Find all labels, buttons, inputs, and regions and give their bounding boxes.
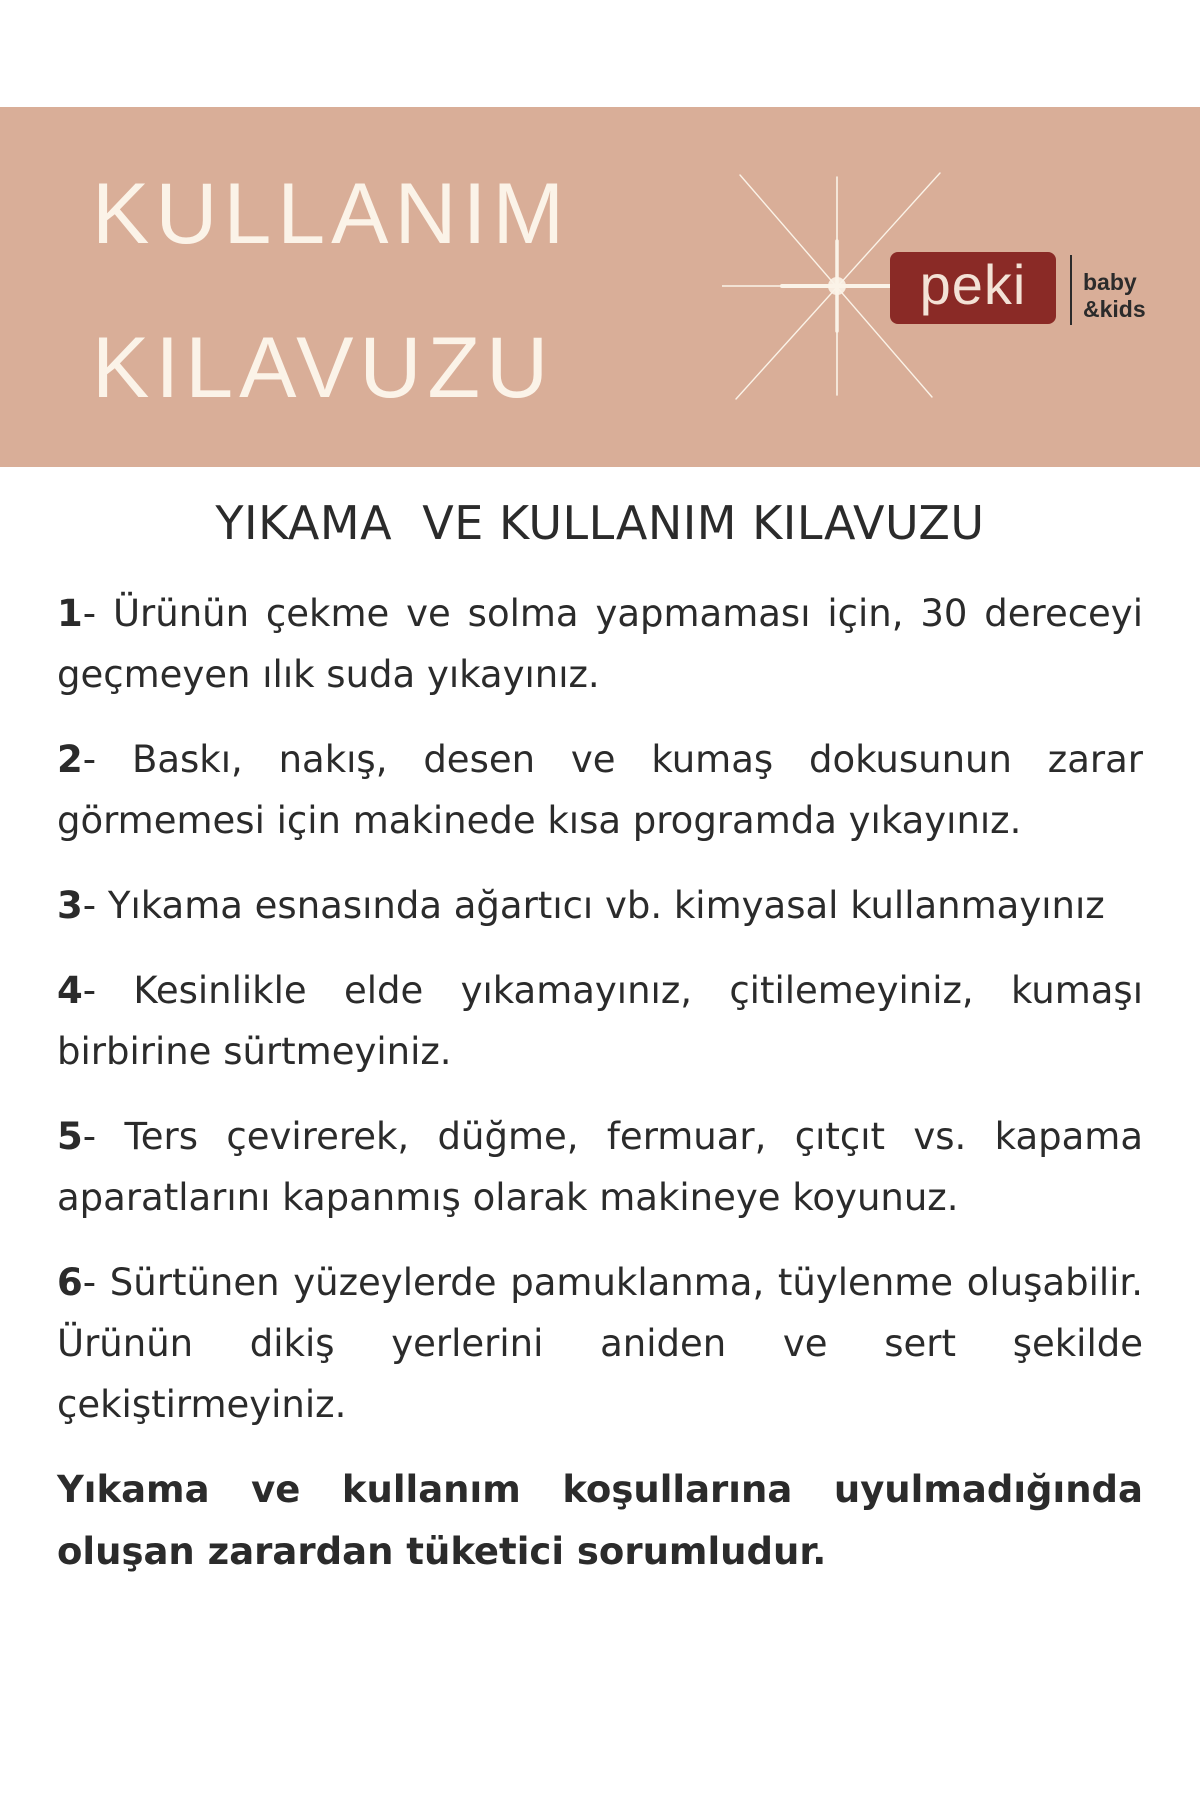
instruction-item-1: [57, 583, 1143, 705]
instruction-text: - Ürünün çekme ve solma yapmaması için, 30 dereceyi geçmeyen ılık suda yıkayınız.: [57, 592, 1143, 696]
instruction-item-3: [57, 875, 1143, 936]
instruction-number: 3: [57, 884, 83, 927]
document-title: YIKAMA VE KULLANIM KILAVUZU: [215, 496, 985, 550]
instruction-number: 2: [57, 738, 83, 781]
instruction-item-6: [57, 1252, 1143, 1435]
instructions-list: [57, 583, 1143, 1583]
instruction-number: 6: [57, 1261, 83, 1304]
instruction-number: 4: [57, 969, 83, 1012]
instruction-text: - Sürtünen yüzeylerde pamuklanma, tüylenme oluşabilir. Ürünün dikiş yerlerini aniden ve sert şekilde çekiştirmeyiniz.: [57, 1261, 1143, 1426]
instruction-number: 5: [57, 1115, 83, 1158]
banner-title-line2: KILAVUZU: [92, 320, 555, 416]
instruction-number: 1: [57, 592, 83, 635]
brand-tagline-line1: baby: [1083, 269, 1137, 295]
banner-title-line1: KULLANIM: [92, 166, 571, 262]
brand-tagline-line2: &kids: [1083, 296, 1146, 322]
instruction-text: - Kesinlikle elde yıkamayınız, çitilemeyiniz, kumaşı birbirine sürtmeyiniz.: [57, 969, 1143, 1073]
instruction-text: - Baskı, nakış, desen ve kumaş dokusunun zarar görmemesi için makinede kısa programda yıkayınız.: [57, 738, 1143, 842]
liability-notice: Yıkama ve kullanım koşullarına uyulmadığında oluşan zarardan tüketici sorumludur.: [57, 1468, 1143, 1573]
brand-logo: [890, 252, 1056, 324]
instruction-item-2: [57, 729, 1143, 851]
brand-logo-text: peki: [919, 253, 1027, 316]
logo-divider: [1070, 255, 1072, 325]
instruction-item-5: [57, 1106, 1143, 1228]
instruction-text: - Ters çevirerek, düğme, fermuar, çıtçıt vs. kapama aparatlarını kapanmış olarak makineye koyunuz.: [57, 1115, 1143, 1219]
brand-tagline: [1083, 269, 1146, 323]
instruction-text: - Yıkama esnasında ağartıcı vb. kimyasal kullanmayınız: [82, 884, 1105, 927]
instruction-item-4: [57, 960, 1143, 1082]
header-banner: [0, 107, 1200, 467]
